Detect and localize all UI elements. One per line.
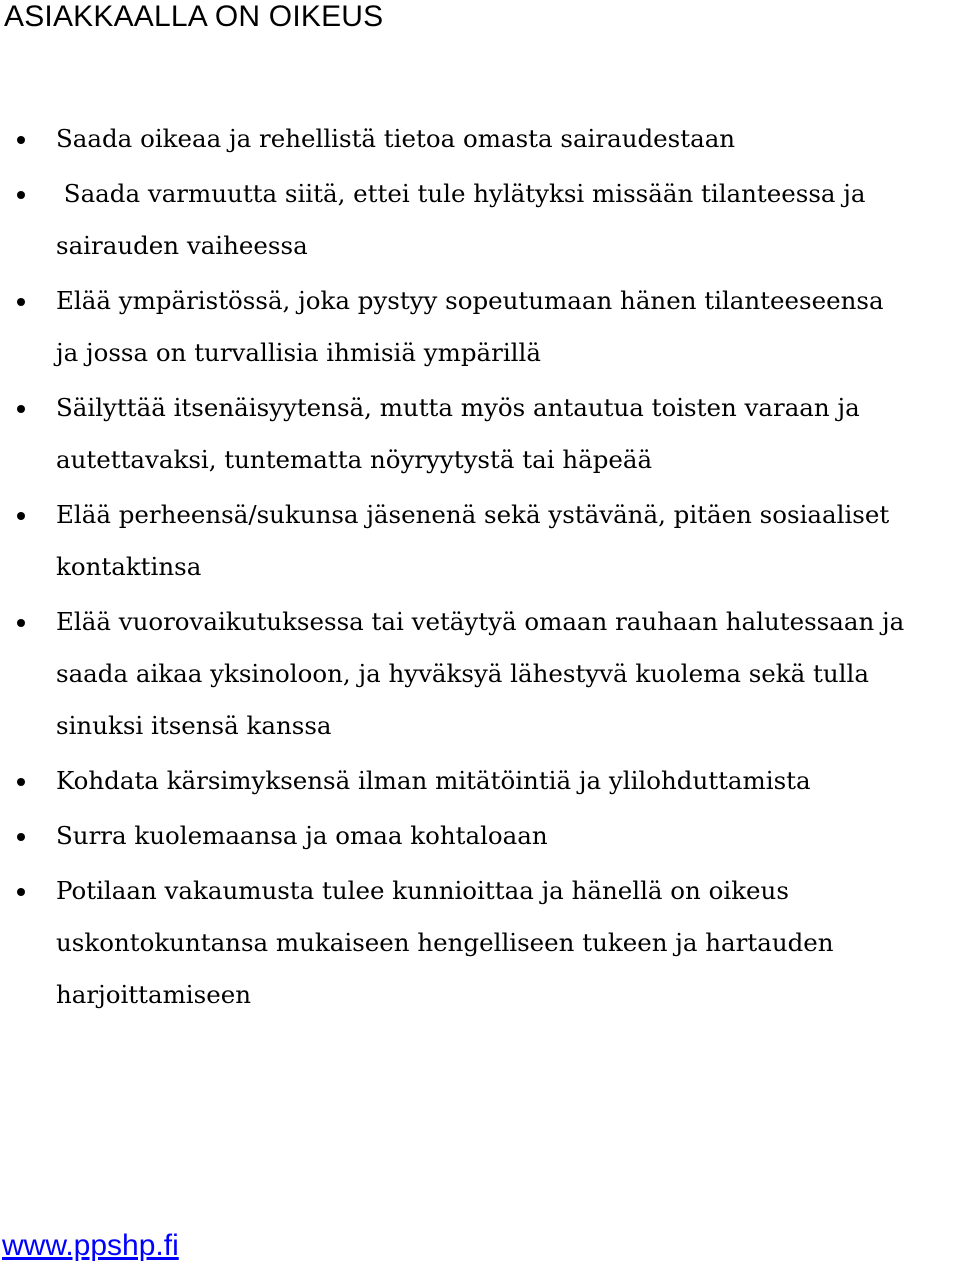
list-item-text: saada aikaa yksinoloon, ja hyväksyä lähestyvä kuolema sekä tulla [56,659,869,688]
bullet-icon [17,619,25,627]
list-item [0,275,960,379]
bullet-icon [17,298,25,306]
list-item [0,382,960,486]
list-item-text: ja jossa on turvallisia ihmisiä ympärillä [56,338,541,367]
bullet-icon [17,405,25,413]
list-item-text: harjoittamiseen [56,980,251,1009]
rights-list [0,113,960,1024]
bullet-icon [17,136,25,144]
list-item-text: uskontokuntansa mukaiseen hengelliseen tukeen ja hartauden [56,928,834,957]
list-item-text: sinuksi itsensä kanssa [56,711,332,740]
list-item-text: Säilyttää itsenäisyytensä, mutta myös antautua toisten varaan ja [56,393,860,422]
bullet-icon [17,191,25,199]
list-item-text: Saada varmuutta siitä, ettei tule hylätyksi missään tilanteessa ja [56,179,866,208]
bullet-icon [17,512,25,520]
bullet-icon [17,778,25,786]
list-item [0,113,960,165]
list-item-text: sairauden vaiheessa [56,231,308,260]
list-item-text: Surra kuolemaansa ja omaa kohtaloaan [56,821,548,850]
list-item-text: Elää ympäristössä, joka pystyy sopeutumaan hänen tilanteeseensa [56,286,884,315]
list-item-text: autettavaksi, tuntematta nöyryytystä tai häpeää [56,445,653,474]
list-item-text: kontaktinsa [56,552,202,581]
page-title: ASIAKKAALLA ON OIKEUS [4,0,384,33]
list-item [0,596,960,752]
list-item [0,168,960,272]
list-item [0,810,960,862]
list-item [0,489,960,593]
list-item-text: Elää perheensä/sukunsa jäsenenä sekä ystävänä, pitäen sosiaaliset [56,500,890,529]
list-item-text: Elää vuorovaikutuksessa tai vetäytyä omaan rauhaan halutessaan ja [56,607,905,636]
bullet-icon [17,833,25,841]
bullet-icon [17,888,25,896]
list-item [0,865,960,1021]
list-item-text: Saada oikeaa ja rehellistä tietoa omasta sairaudestaan [56,124,736,153]
list-item [0,755,960,807]
website-link[interactable]: www.ppshp.fi [2,1229,179,1262]
list-item-text: Kohdata kärsimyksensä ilman mitätöintiä ja ylilohduttamista [56,766,811,795]
list-item-text: Potilaan vakaumusta tulee kunnioittaa ja hänellä on oikeus [56,876,789,905]
